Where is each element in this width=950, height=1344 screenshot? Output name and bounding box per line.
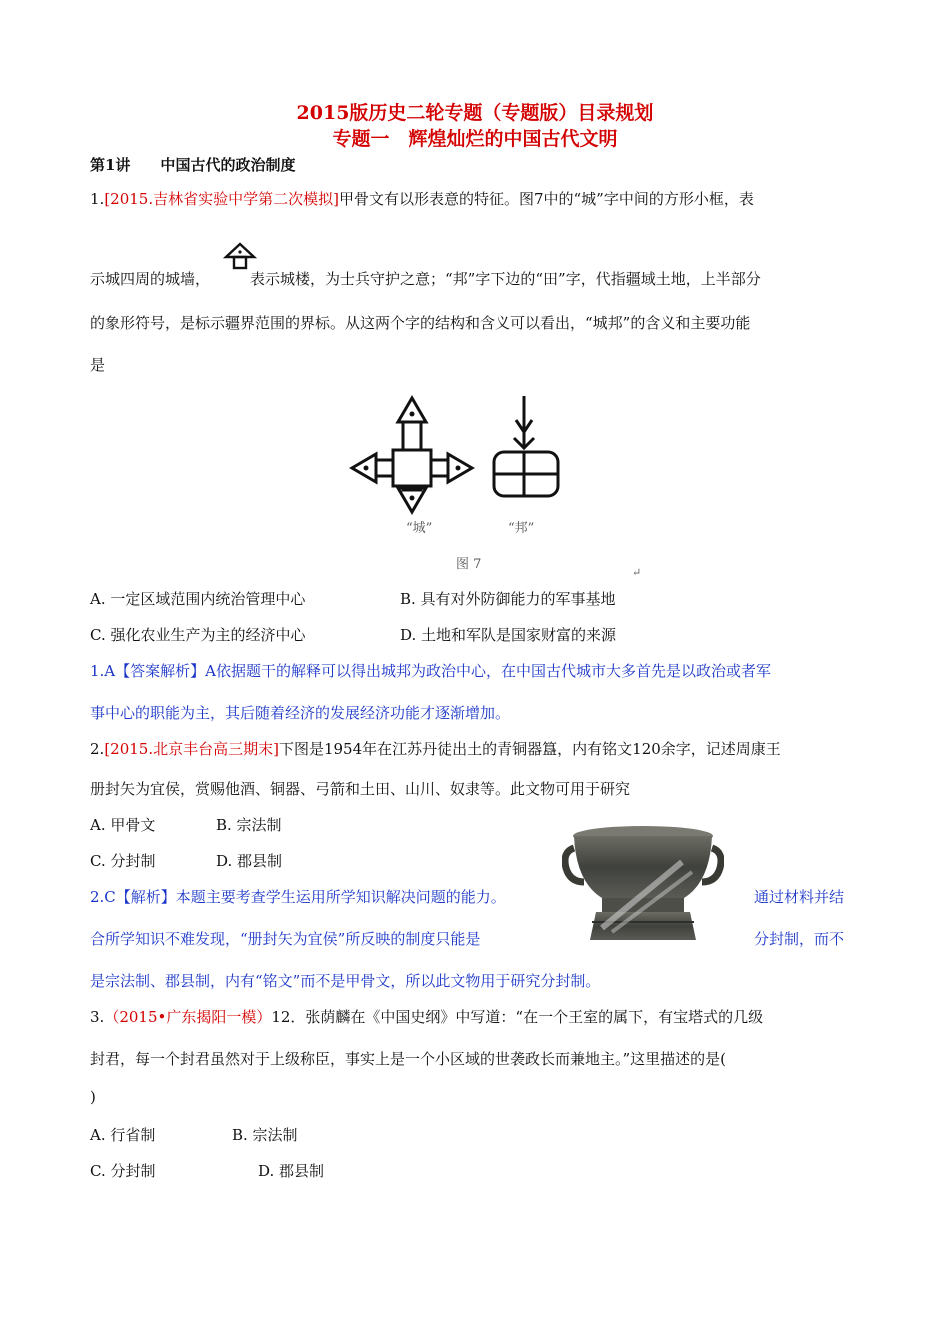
q1-line2 (90, 268, 761, 289)
q2-answer-line1a: 2.C【解析】本题主要考查学生运用所学知识解决问题的能力。 (90, 888, 506, 906)
q1-source: [2015.吉林省实验中学第二次模拟] (104, 190, 339, 208)
bang-character-icon (494, 396, 558, 496)
return-mark: ↵ (632, 566, 642, 579)
bronze-gui-vessel-image (562, 822, 724, 944)
q2-answer-line2b: 分封制，而不 (754, 930, 845, 948)
figure-7-oracle-characters (346, 392, 576, 578)
q1-line1 (90, 188, 754, 209)
document-title: 2015版历史二轮专题（专题版）目录规划 (296, 102, 654, 124)
q1-stem-2b: 表示城楼，为士兵守护之意；“邦”字下边的“田”字，代指疆域土地，上半部分 (250, 270, 761, 288)
q2-stem: 下图是1954年在江苏丹徒出土的青铜器簋，内有铭文120余字，记述周康王 (278, 740, 781, 758)
q2-option-d: D. 郡县制 (216, 852, 283, 870)
q1-option-a: A. 一定区域范围内统治管理中心 (90, 590, 306, 608)
q2-line2: 册封矢为宜侯，赏赐他酒、铜器、弓箭和土田、山川、奴隶等。此文物可用于研究 (90, 780, 631, 798)
q1-option-d: D. 土地和军队是国家财富的来源 (400, 626, 617, 644)
q1-stem-2a: 示城四周的城墙， (90, 270, 211, 288)
q3-line3: ) (90, 1088, 96, 1106)
q3-option-b: B. 宗法制 (232, 1126, 298, 1144)
q1-answer-line2: 事中心的职能为主，其后随着经济的发展经济功能才逐渐增加。 (90, 704, 511, 722)
lecture-heading: 第1讲 中国古代的政治制度 (90, 156, 296, 174)
q3-option-c: C. 分封制 (90, 1162, 156, 1180)
q1-option-c: C. 强化农业生产为主的经济中心 (90, 626, 306, 644)
q3-option-d: D. 郡县制 (258, 1162, 325, 1180)
figure-caption: 图 7 (456, 557, 482, 572)
topic-title: 专题一 辉煌灿烂的中国古代文明 (332, 128, 618, 150)
q1-number: 1. (90, 190, 105, 208)
q3-stem: 12．张荫麟在《中国史纲》中写道：“在一个王室的属下，有宝塔式的几级 (271, 1008, 764, 1026)
q3-line1 (90, 1006, 763, 1027)
label-bang: “邦” (508, 521, 535, 536)
q1-answer-line1: 1.A【答案解析】A依据题干的解释可以得出城邦为政治中心，在中国古代城市大多首先是以政治或者军 (90, 662, 771, 680)
q1-option-b: B. 具有对外防御能力的军事基地 (400, 590, 616, 608)
q2-source: [2015.北京丰台高三期末] (104, 740, 279, 758)
q3-option-a: A. 行省制 (90, 1126, 156, 1144)
q2-option-a: A. 甲骨文 (90, 816, 156, 834)
tower-glyph-icon (223, 242, 257, 272)
q2-line1 (90, 738, 781, 759)
q2-option-c: C. 分封制 (90, 852, 156, 870)
q1-line3: 的象形符号，是标示疆界范围的界标。从这两个字的结构和含义可以看出，“城邦”的含义和主要功能 (90, 314, 751, 332)
q1-stem: 甲骨文有以形表意的特征。图7中的“城”字中间的方形小框，表 (338, 190, 754, 208)
q2-answer-line1b: 通过材料并结 (754, 888, 845, 906)
label-cheng: “城” (406, 521, 433, 536)
q2-answer-line2a: 合所学知识不难发现，“册封矢为宜侯”所反映的制度只能是 (90, 930, 481, 948)
q3-line2: 封君，每一个封君虽然对于上级称臣，事实上是一个小区域的世袭政长而兼地主。”这里描述的是( (90, 1050, 727, 1068)
q1-line4: 是 (90, 356, 106, 374)
q2-option-b: B. 宗法制 (216, 816, 282, 834)
q2-answer-line3: 是宗法制、郡县制，内有“铭文”而不是甲骨文，所以此文物用于研究分封制。 (90, 972, 601, 990)
q3-number: 3. (90, 1008, 105, 1026)
q3-source: （2015•广东揭阳一模） (104, 1008, 272, 1026)
q2-number: 2. (90, 740, 105, 758)
